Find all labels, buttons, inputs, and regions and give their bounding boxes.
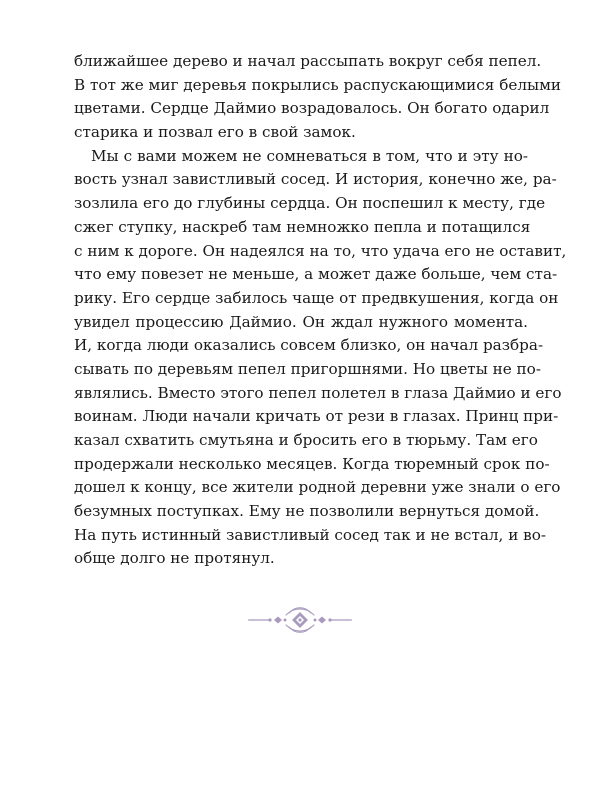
text-line: вость узнал завистливый сосед. И история, конечно же, ра- [74,170,557,189]
text-line: старика и позвал его в свой замок. [74,123,356,142]
paragraph-1 [74,50,562,145]
page-text [74,50,567,571]
text-line: В тот же миг деревья покрылись распускающимися белыми [74,75,562,94]
text-line: сжег ступку, наскреб там немножко пепла и потащился [74,217,531,236]
text-line: Мы с вами можем не сомневаться в том, что и эту но- [91,146,528,165]
text-line: с ним к дороге. Он надеялся на то, что удача его не оставит, [74,241,567,260]
text-line: ближайшее дерево и начал рассыпать вокруг себя пепел. [74,52,542,70]
text-line: дошел к концу, все жители родной деревни уже знали о его [74,478,561,497]
text-line: зозлила его до глубины сердца. Он поспешил к месту, где [74,194,546,213]
decorative-divider-icon [248,606,352,634]
text-line: казал схватить смутьяна и бросить его в тюрьму. Там его [74,431,538,449]
text-line: сывать по деревьям пепел пригоршнями. Но цветы не по- [74,359,541,378]
text-line: увидел процессию Даймио. Он ждал нужного момента. [74,312,528,331]
text-line: продержали несколько месяцев. Когда тюремный срок по- [74,454,550,473]
text-line: На путь истинный завистливый сосед так и не встал, и во- [74,525,546,544]
text-line: безумных поступках. Ему не позволили вернуться домой. [74,502,540,521]
text-line: цветами. Сердце Даймио возрадовалось. Он богато одарил [74,99,550,118]
text-line: И, когда люди оказались совсем близко, он начал разбра- [74,336,544,355]
text-line: являлись. Вместо этого пепел полетел в глаза Даймио и его [74,383,562,402]
text-line: обще долго не протянул. [74,549,275,568]
text-line: рику. Его сердце забилось чаще от предвкушения, когда он [74,288,559,307]
text-line: что ему повезет не меньше, а может даже больше, чем ста- [74,265,558,284]
paragraph-2 [74,145,567,571]
text-line: воинам. Люди начали кричать от рези в глазах. Принц при- [74,407,559,426]
